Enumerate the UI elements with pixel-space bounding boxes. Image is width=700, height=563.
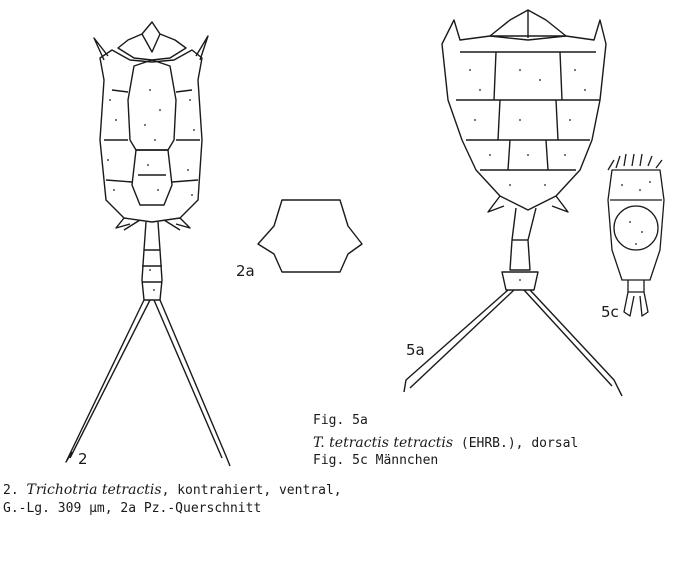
caption-species-authority: (EHRB.), dorsal [453, 436, 579, 451]
specimen-2a-cross-section [258, 200, 362, 272]
specimen-5c-stipple [621, 181, 651, 245]
specimen-5a-stipple [469, 69, 586, 281]
specimen-2-stipple [107, 89, 195, 291]
caption-fig-2-description: , kontrahiert, ventral, [161, 483, 342, 498]
caption-fig-2-line2: G.-Lg. 309 µm, 2a Pz.-Querschnitt [3, 501, 262, 516]
caption-fig-2-species: Trichotria tetractis [26, 482, 162, 498]
specimen-5a-drawing [404, 10, 622, 396]
caption-fig-2-line1 [3, 481, 342, 500]
figure-label-5c: 5c [601, 303, 619, 321]
figure-label-2a: 2a [236, 262, 255, 280]
caption-fig-5c: Fig. 5c Männchen [313, 453, 439, 468]
caption-species-line [313, 434, 578, 453]
caption-species-name: T. tetractis tetractis [313, 435, 454, 451]
caption-fig-2-number: 2. [3, 483, 27, 498]
figure-label-2: 2 [78, 450, 88, 468]
specimen-5c-drawing [608, 154, 664, 316]
caption-fig-5a: Fig. 5a [313, 413, 368, 428]
specimen-2-drawing [66, 22, 230, 466]
figure-label-5a: 5a [406, 341, 425, 359]
